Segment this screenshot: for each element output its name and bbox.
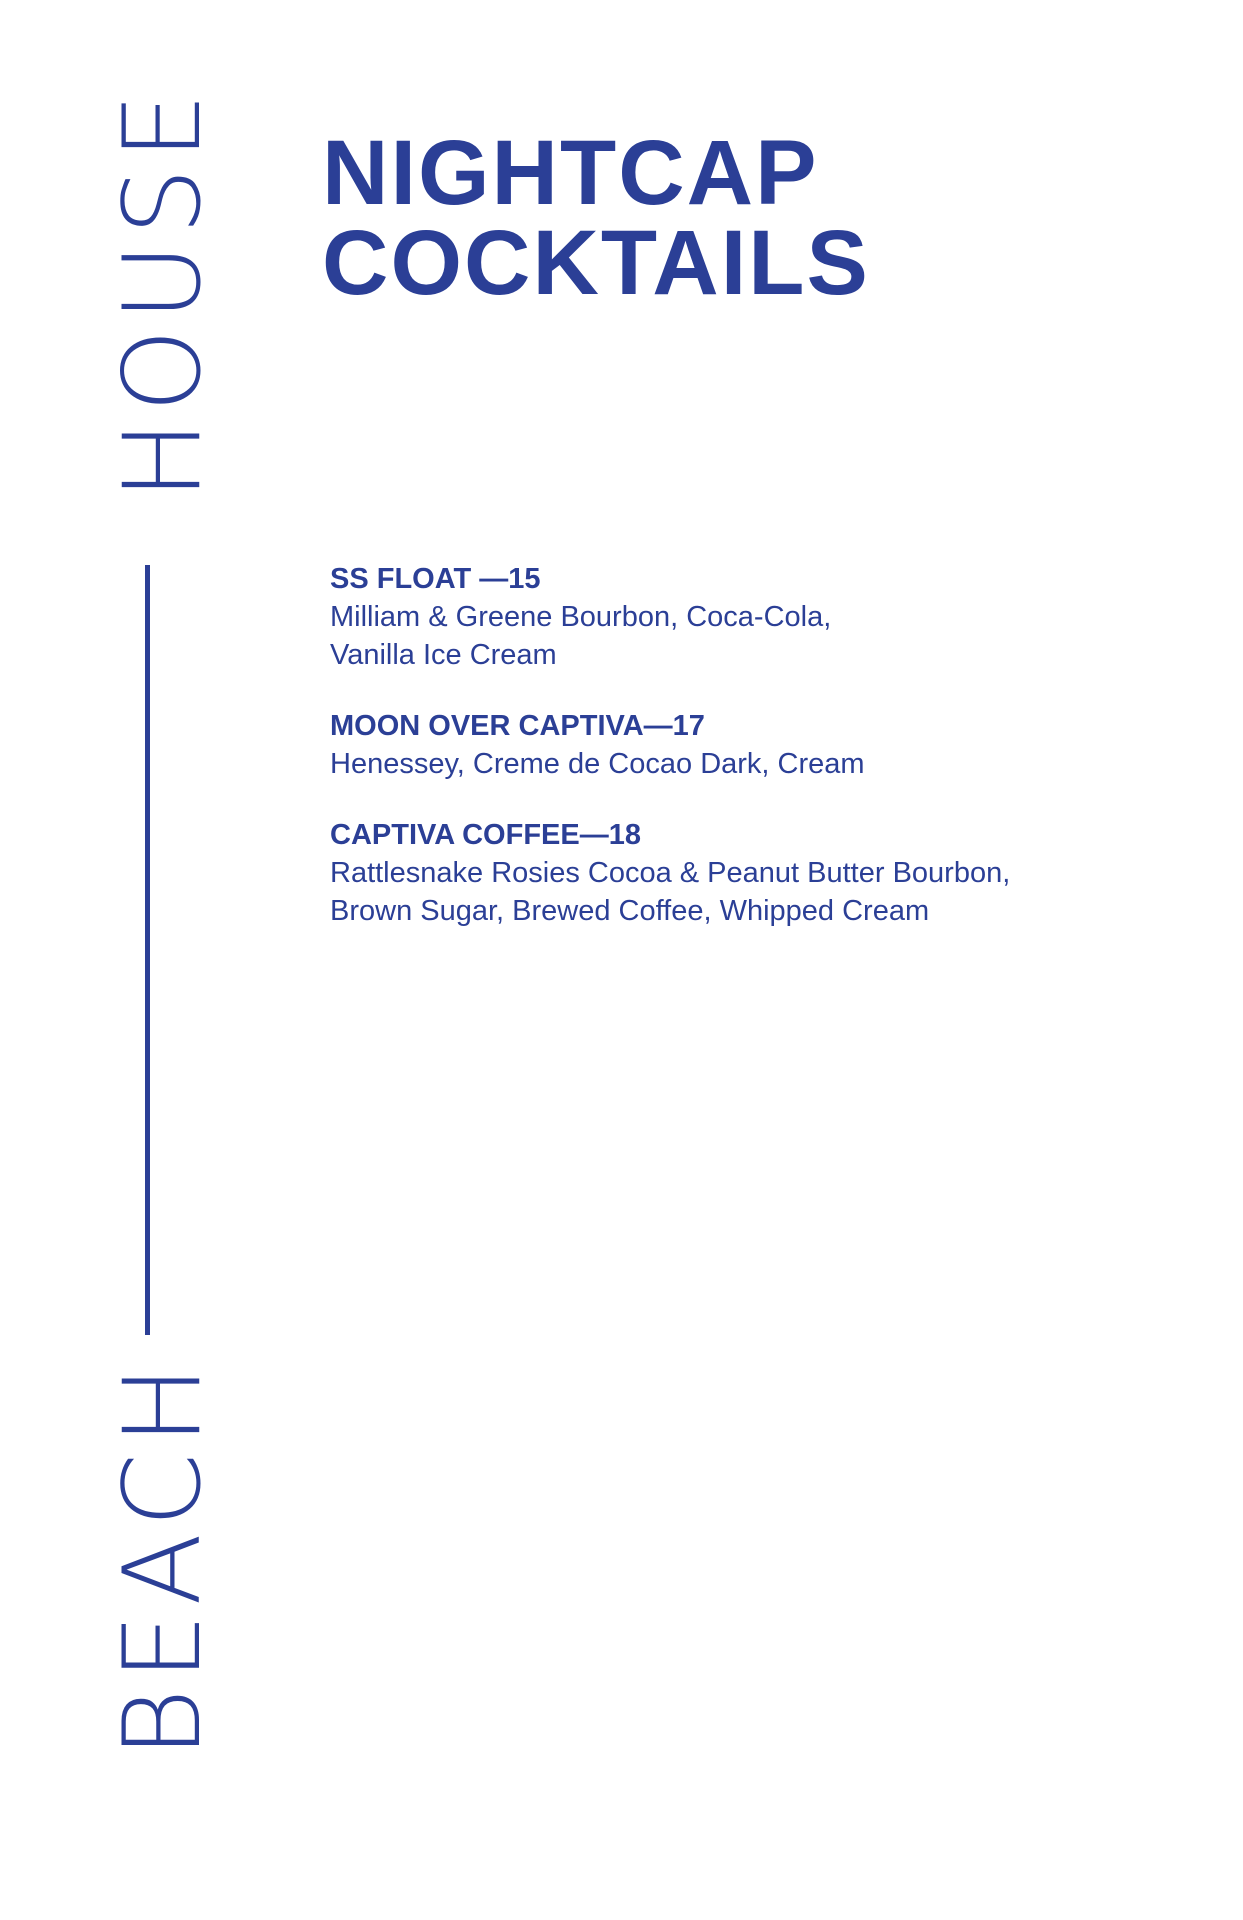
page-title: [322, 122, 870, 314]
menu-item-moon-over-captiva: [330, 707, 1210, 783]
brand-word-beach: BEACH: [101, 1357, 224, 1758]
menu-item-captiva-coffee: [330, 816, 1210, 930]
brand-divider-rule: [145, 565, 150, 1335]
menu-item-description: Henessey, Creme de Cocao Dark, Cream: [330, 748, 865, 780]
menu-item-name: SS FLOAT —15: [330, 563, 541, 595]
cocktail-menu: [330, 560, 1210, 963]
side-brand: [0, 0, 310, 1920]
title-line-1: NIGHTCAP: [322, 122, 819, 224]
menu-item-name: MOON OVER CAPTIVA—17: [330, 710, 705, 742]
title-line-2: COCKTAILS: [322, 212, 870, 314]
menu-item-description: Brown Sugar, Brewed Coffee, Whipped Cream: [330, 895, 930, 927]
menu-item-description: Milliam & Greene Bourbon, Coca-Cola,: [330, 601, 832, 633]
menu-item-ss-float: [330, 560, 1210, 674]
menu-item-description: Vanilla Ice Cream: [330, 639, 557, 671]
menu-item-name: CAPTIVA COFFEE—18: [330, 819, 641, 851]
brand-word-house: HOUSE: [101, 85, 224, 500]
menu-item-description: Rattlesnake Rosies Cocoa & Peanut Butter Bourbon,: [330, 857, 1011, 889]
